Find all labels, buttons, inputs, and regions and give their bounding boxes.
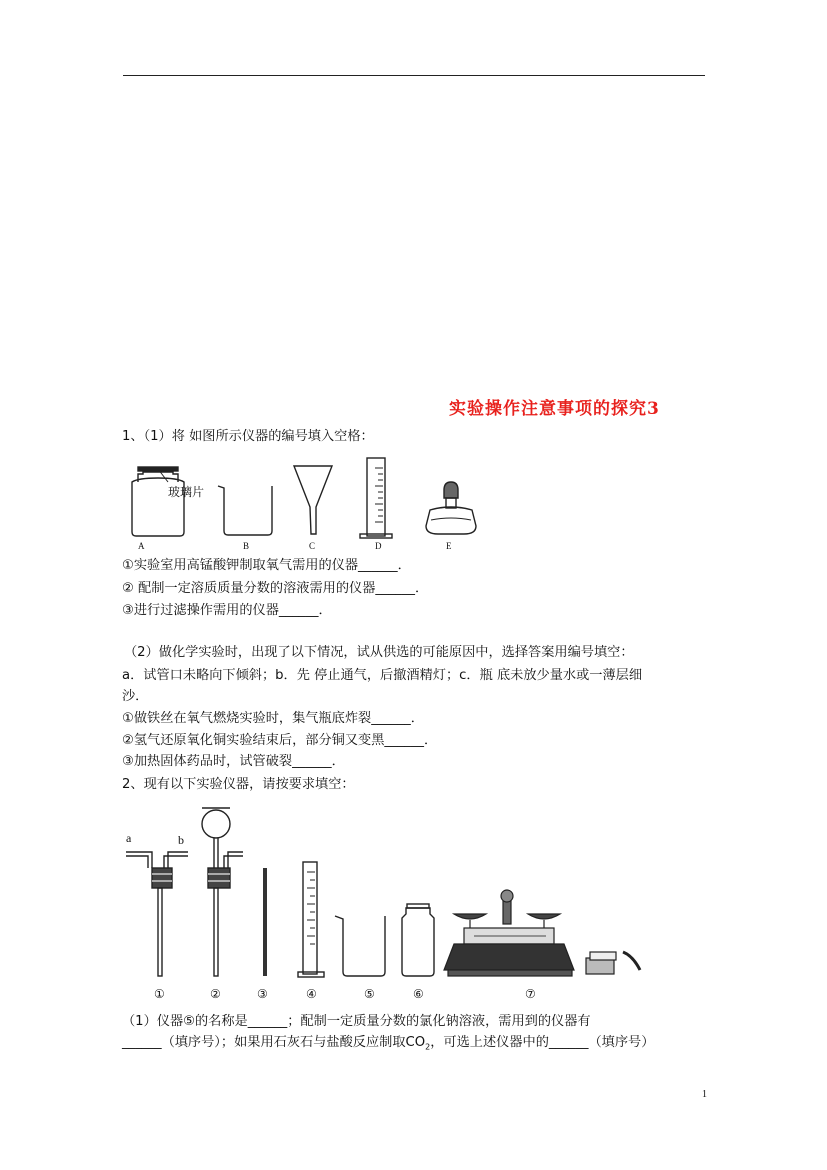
wide-mouth-bottle-icon	[402, 904, 434, 976]
fig-label-2: ②	[210, 987, 221, 1001]
alcohol-lamp-icon	[426, 482, 476, 534]
q1-options-line-2: 沙．	[122, 689, 149, 704]
beaker-icon	[335, 916, 385, 976]
page-title: 实验操作注意事项的探究3	[449, 399, 660, 419]
q1-part2-item-1: ①做铁丝在氧气燃烧实验时，集气瓶底炸裂______．	[122, 711, 424, 726]
tube-label-a: a	[126, 831, 132, 845]
fig-label-1: ①	[154, 987, 165, 1001]
fig-label-5: ⑤	[364, 987, 375, 1001]
q1-part2-item-3: ③加热固体药品时，试管破裂______．	[122, 754, 345, 769]
q2-line-1: （1）仪器⑤的名称是______；配制一定质量分数的氯化钠溶液，需用到的仪器有	[122, 1014, 591, 1029]
gas-jar-icon	[132, 467, 184, 536]
two-hole-stopper-icon	[126, 852, 188, 976]
fig-label-d: D	[375, 541, 382, 551]
page-number: 1	[702, 1089, 707, 1100]
header-rule	[123, 75, 705, 76]
q1-options-line-1: a．试管口未略向下倾斜；b．先 停止通气，后撤酒精灯；c．瓶 底未放少量水或一薄层细	[122, 668, 643, 683]
co2-formula: $CO_2$	[405, 1035, 431, 1052]
q2-line-2	[122, 1034, 654, 1057]
separatory-funnel-icon	[202, 808, 243, 976]
q2-line-2-pre: ______（填序号）；如果用石灰石与盐酸反应制取	[122, 1035, 406, 1050]
q1-item-1: ①实验室用高锰酸钾制取氧气需用的仪器______．	[122, 558, 411, 573]
fig-label-7: ⑦	[525, 987, 536, 1001]
fig-label-4: ④	[306, 987, 317, 1001]
q1-item-2: ② 配制一定溶质质量分数的溶液需用的仪器______．	[122, 581, 429, 596]
tube-label-b: b	[178, 833, 184, 847]
beaker-icon	[218, 486, 272, 535]
q2-line-2-post: ，可选上述仪器中的______（填序号）	[430, 1035, 655, 1050]
fig-label-c: C	[309, 541, 316, 551]
measuring-cylinder-icon	[298, 862, 324, 977]
glass-plate-label: 玻璃片	[168, 485, 205, 499]
q1-instrument-figure	[118, 452, 498, 554]
q2-instrument-figure	[118, 800, 658, 1005]
funnel-icon	[294, 466, 332, 534]
q1-part2-item-2: ②氢气还原氧化铜实验结束后，部分铜又变黑______．	[122, 733, 438, 748]
fig-label-3: ③	[257, 987, 268, 1001]
balance-scale-icon	[444, 890, 574, 976]
fig-label-6: ⑥	[413, 987, 424, 1001]
tweezers-icon	[623, 952, 640, 970]
weight-box-icon	[586, 952, 616, 974]
fig-label-e: E	[446, 541, 452, 551]
measuring-cylinder-icon	[360, 458, 392, 538]
fig-label-b: B	[243, 541, 250, 551]
q1-intro: 1、（1）将 如图所示仪器的编号填入空格：	[122, 429, 374, 444]
q2-intro: 2、现有以下实验仪器，请按要求填空：	[122, 777, 355, 792]
glass-rod-icon	[263, 868, 267, 976]
q1-item-3: ③进行过滤操作需用的仪器______．	[122, 603, 332, 618]
fig-label-a: A	[138, 541, 145, 551]
q1-part2-intro: （2）做化学实验时，出现了以下情况，试从供选的可能原因中，选择答案用编号填空：	[124, 645, 634, 660]
